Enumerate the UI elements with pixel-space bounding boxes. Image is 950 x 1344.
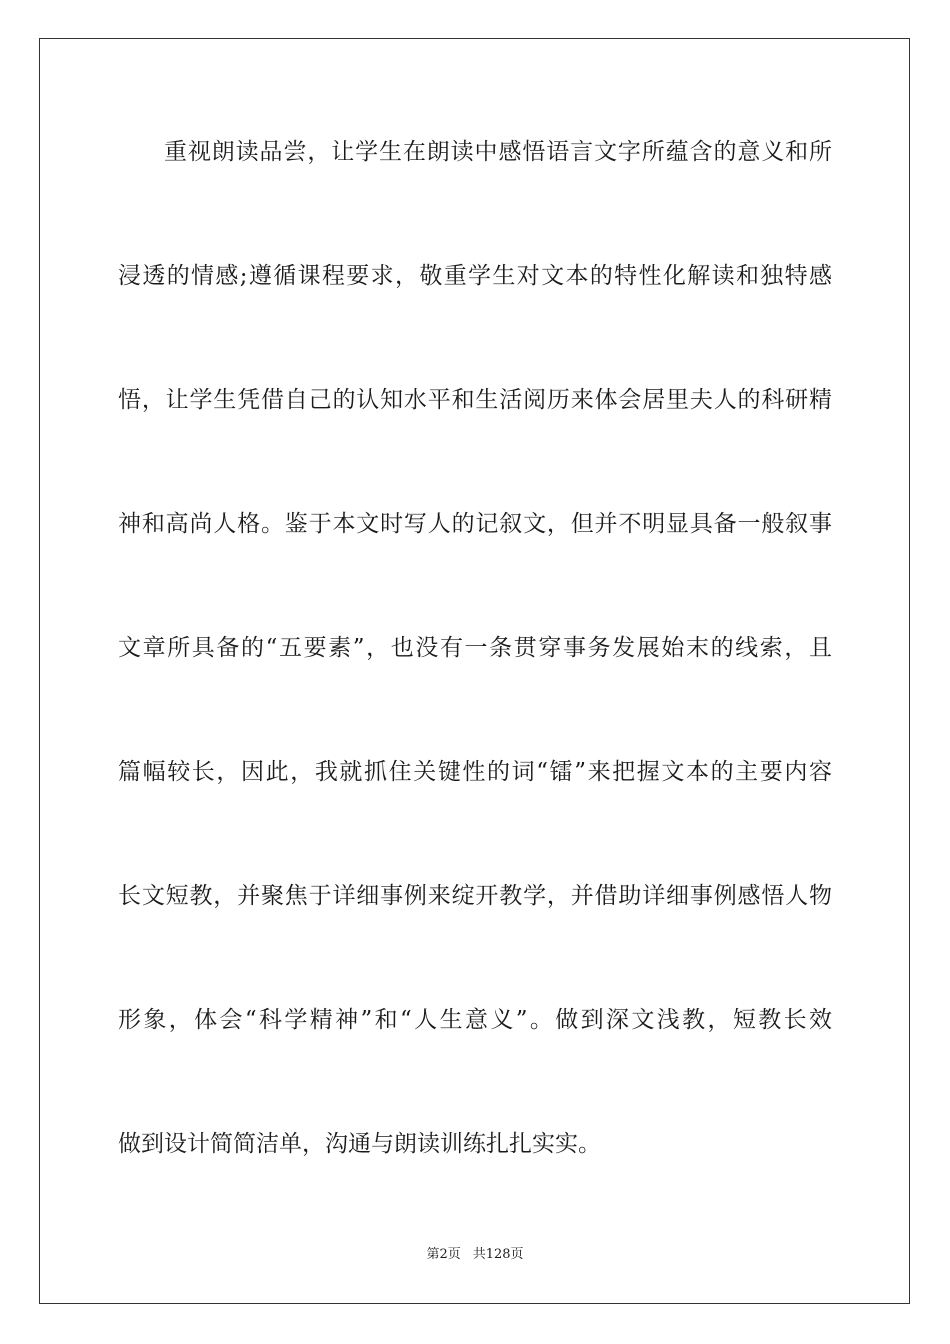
paragraph-line: 浸透的情感;遵循课程要求，敬重学生对文本的特性化解读和独特感 (118, 263, 832, 289)
paragraph-line: 长文短教，并聚焦于详细事例来绽开教学，并借助详细事例感悟人物 (118, 883, 832, 909)
paragraph-line: 文章所具备的“五要素”，也没有一条贯穿事务发展始末的线索，且 (118, 635, 832, 661)
page-footer (0, 1246, 950, 1264)
total-pages: 共128页 (472, 1247, 524, 1262)
paragraph-line: 形象，体会“科学精神”和“人生意义”。做到深文浅教，短教长效 (118, 1007, 832, 1033)
paragraph-line: 神和高尚人格。鉴于本文时写人的记叙文，但并不明显具备一般叙事 (118, 511, 832, 537)
paragraph-line: 篇幅较长，因此，我就抓住关键性的词“镭”来把握文本的主要内容 (118, 759, 832, 785)
page-border (39, 38, 910, 1304)
paragraph-line: 重视朗读品尝，让学生在朗读中感悟语言文字所蕴含的意义和所 (164, 139, 832, 165)
page-number: 第2页 (426, 1247, 461, 1262)
paragraph-line: 悟，让学生凭借自己的认知水平和生活阅历来体会居里夫人的科研精 (118, 387, 832, 413)
paragraph-line: 做到设计简简洁单，沟通与朗读训练扎扎实实。 (118, 1131, 601, 1157)
